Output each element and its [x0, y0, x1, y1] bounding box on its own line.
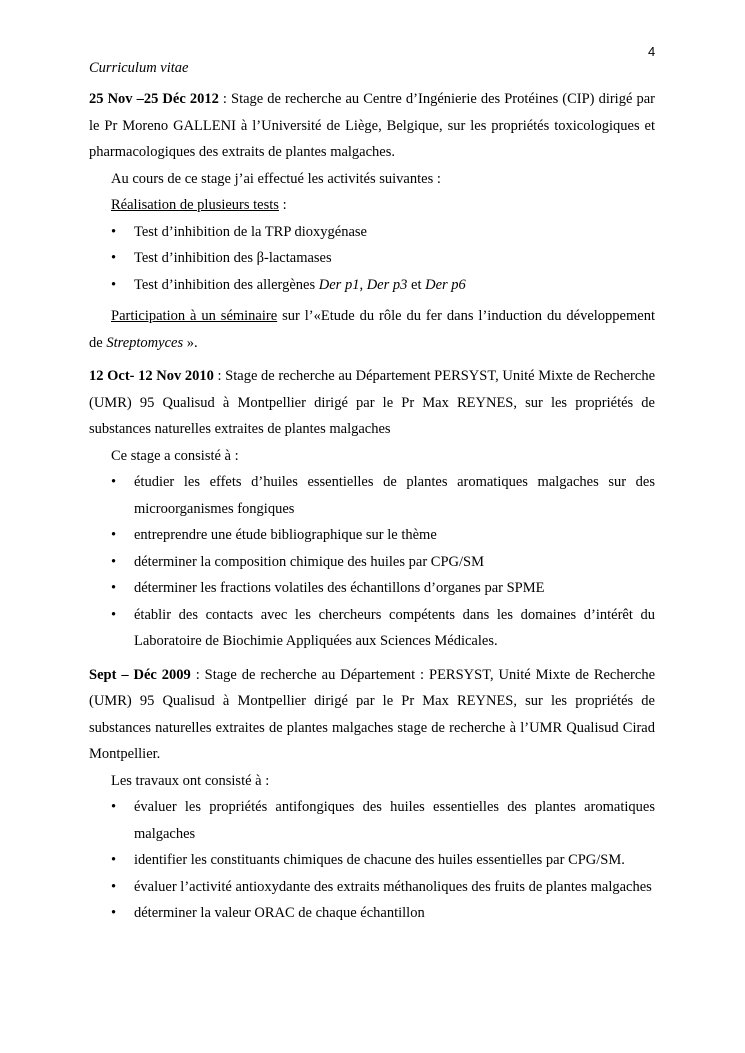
bullet-icon: •	[111, 606, 117, 623]
allergen-separator: et	[407, 276, 426, 293]
bullet-icon: •	[111, 527, 117, 543]
entry-paragraph	[89, 86, 655, 166]
allergen-prefix: Test d’inhibition des allergènes	[134, 276, 319, 293]
list-item	[89, 794, 655, 847]
list-item-text: étudier les effets d’huiles essentielles de plantes aromatiques malgaches sur des microorganismes fongiques	[134, 474, 655, 517]
list-item-text: Test d’inhibition des β-lactamases	[134, 250, 332, 266]
seminar-paragraph	[89, 303, 655, 356]
bullet-icon: •	[111, 223, 117, 240]
bullet-icon: •	[111, 852, 117, 868]
list-item	[89, 549, 655, 576]
bullet-icon: •	[111, 905, 117, 921]
entry-intro: Ce stage a consisté à :	[111, 447, 239, 464]
seminar-label: Participation à un séminaire	[111, 308, 278, 324]
list-item	[89, 272, 655, 299]
entry-intro: Les travaux ont consisté à :	[111, 772, 270, 789]
tests-colon: :	[278, 197, 287, 213]
tests-label: Réalisation de plusieurs tests	[111, 197, 279, 213]
entry-description: : Stage de recherche au Centre d’Ingénierie des Protéines (CIP) dirigé par le Pr Moreno GALLENI à l’Université de Liège, Belgique, sur les propriétés toxicologiques et pharmacologiques des extraits de plantes malgaches.	[89, 91, 655, 160]
seminar-end: ».	[183, 334, 198, 351]
entry-paragraph	[89, 363, 655, 443]
cv-entry-2012	[89, 86, 655, 356]
list-item-text: entreprendre une étude bibliographique sur le thème	[134, 527, 437, 543]
allergen-der-p1: Der p1	[318, 276, 360, 293]
entry-date: 12 Oct- 12 Nov 2010	[89, 368, 214, 384]
list-item-text: déterminer la valeur ORAC de chaque échantillon	[134, 905, 425, 921]
bullet-icon: •	[111, 878, 117, 895]
list-item	[89, 245, 655, 272]
entry-date: Sept – Déc 2009	[89, 666, 191, 683]
bullet-icon: •	[111, 799, 117, 815]
seminar-text: sur l’«Etude du rôle du fer dans l’induction du développement de	[89, 308, 655, 351]
bullet-icon: •	[111, 580, 117, 596]
list-item	[89, 874, 655, 901]
tests-list	[89, 219, 655, 299]
list-item-text: évaluer les propriétés antifongiques des huiles essentielles des plantes aromatiques malgaches	[134, 799, 655, 842]
page-number: 4	[648, 44, 656, 59]
cv-entry-2009	[89, 662, 655, 927]
seminar-organism: Streptomyces	[106, 334, 184, 351]
list-item	[89, 575, 655, 602]
list-item-text: déterminer les fractions volatiles des échantillons d’organes par SPME	[134, 580, 545, 596]
bullet-icon: •	[111, 250, 117, 266]
allergen-der-p6: Der p6	[425, 276, 466, 293]
works-list	[89, 794, 655, 927]
entry-description: : Stage de recherche au Département : PERSYST, Unité Mixte de Recherche (UMR) 95 Qualisud à Montpellier dirigé par le Pr Max REYNES, sur les propriétés de substances naturelles extraites de plantes malgaches stage de recherche à l’UMR Qualisud Cirad Montpellier.	[89, 666, 655, 762]
entry-intro: Au cours de ce stage j’ai effectué les activités suivantes :	[111, 170, 441, 187]
bullet-icon: •	[111, 553, 117, 570]
list-item-text: établir des contacts avec les chercheurs compétents dans les domaines d’intérêt du Laboratoire de Biochimie Appliquées aux Sciences Médicales.	[134, 606, 655, 649]
list-item	[89, 219, 655, 246]
list-item	[89, 847, 655, 874]
bullet-icon: •	[111, 276, 117, 293]
allergen-der-p3: Der p3	[366, 276, 408, 293]
entry-paragraph	[89, 662, 655, 768]
entry-description: : Stage de recherche au Département PERSYST, Unité Mixte de Recherche (UMR) 95 Qualisud à Montpellier dirigé par le Pr Max REYNES, sur les propriétés de substances naturelles extraites de plantes malgaches	[89, 368, 656, 437]
running-header: Curriculum vitae	[89, 60, 189, 76]
list-item-text: identifier les constituants chimiques de chacune des huiles essentielles par CPG/SM.	[134, 852, 625, 868]
allergen-separator: ,	[359, 276, 367, 293]
list-item-text: évaluer l’activité antioxydante des extraits méthanoliques des fruits de plantes malgaches	[134, 878, 652, 895]
list-item	[89, 469, 655, 522]
tests-heading	[89, 192, 655, 219]
list-item	[89, 602, 655, 655]
list-item	[89, 522, 655, 549]
document-body	[89, 86, 655, 927]
list-item	[89, 900, 655, 927]
list-item-text: Test d’inhibition de la TRP dioxygénase	[134, 223, 367, 240]
entry-date: 25 Nov –25 Déc 2012	[89, 91, 219, 107]
list-item-text: déterminer la composition chimique des huiles par CPG/SM	[134, 553, 484, 570]
bullet-icon: •	[111, 474, 117, 490]
tasks-list	[89, 469, 655, 655]
cv-entry-2010	[89, 363, 655, 655]
